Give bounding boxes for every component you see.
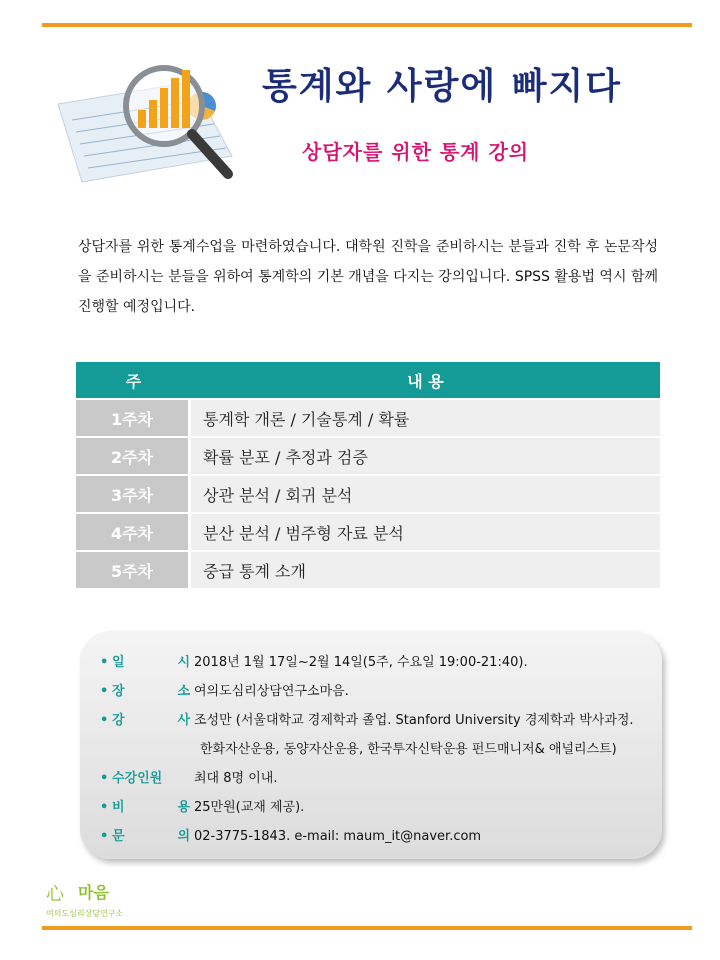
label-char: 의 bbox=[177, 829, 190, 844]
info-datetime bbox=[100, 648, 662, 677]
header-week: 주 bbox=[76, 362, 191, 398]
label-char: 용 bbox=[177, 800, 190, 815]
table-row bbox=[76, 438, 660, 474]
info-value: 02-3775-1843. e-mail: maum_it@naver.com bbox=[194, 829, 482, 844]
content-cell: 중급 통계 소개 bbox=[191, 552, 660, 588]
table-row bbox=[76, 476, 660, 512]
info-label: 수강인원 bbox=[112, 771, 163, 786]
info-capacity bbox=[100, 764, 662, 793]
label-char: 시 bbox=[177, 655, 190, 670]
week-cell: 3주차 bbox=[76, 476, 191, 512]
label-char: 강 bbox=[112, 713, 125, 728]
page-subtitle: 상담자를 위한 통계 강의 bbox=[302, 140, 530, 164]
bullet-icon: • bbox=[100, 713, 109, 728]
magnifier-chart-illustration bbox=[52, 44, 262, 204]
week-cell: 2주차 bbox=[76, 438, 191, 474]
label-char: 소 bbox=[177, 684, 190, 699]
info-contact bbox=[100, 822, 662, 851]
info-label bbox=[112, 677, 190, 706]
label-char: 장 bbox=[112, 684, 125, 699]
bullet-icon: • bbox=[100, 829, 109, 844]
table-row bbox=[76, 400, 660, 436]
info-lecturer bbox=[100, 706, 662, 764]
label-char: 일 bbox=[112, 655, 125, 670]
table-row bbox=[76, 552, 660, 588]
table-row bbox=[76, 514, 660, 550]
info-label bbox=[112, 822, 190, 851]
info-value: 여의도심리상담연구소마음. bbox=[194, 684, 349, 699]
bullet-icon: • bbox=[100, 800, 109, 815]
page-title: 통계와 사랑에 빠지다 bbox=[262, 66, 623, 107]
heart-mark-icon: 心 bbox=[46, 884, 64, 905]
info-label bbox=[112, 648, 190, 677]
info-box bbox=[80, 631, 662, 859]
label-char: 사 bbox=[177, 713, 190, 728]
schedule-table bbox=[76, 360, 660, 590]
info-label bbox=[112, 706, 190, 735]
content-cell: 분산 분석 / 범주형 자료 분석 bbox=[191, 514, 660, 550]
info-value: 조성만 (서울대학교 경제학과 졸업. Stanford University 경제학과 박사과정. bbox=[194, 713, 634, 728]
content-cell: 상관 분석 / 회귀 분석 bbox=[191, 476, 660, 512]
logo-subtitle: 여의도심리상담연구소 bbox=[46, 909, 124, 918]
logo-name: 마음 bbox=[78, 883, 109, 902]
label-char: 문 bbox=[112, 829, 125, 844]
bottom-rule bbox=[42, 926, 692, 930]
info-value: 2018년 1월 17일~2월 14일(5주, 수요일 19:00-21:40). bbox=[194, 655, 528, 670]
info-value-continued: 한화자산운용, 동양자산운용, 한국투자신탁운용 펀드매니저& 애널리스트) bbox=[200, 742, 617, 757]
content-cell: 확률 분포 / 추정과 검증 bbox=[191, 438, 660, 474]
label-char: 비 bbox=[112, 800, 125, 815]
week-cell: 4주차 bbox=[76, 514, 191, 550]
info-value: 최대 8명 이내. bbox=[194, 771, 278, 786]
info-value: 25만원(교재 제공). bbox=[194, 800, 305, 815]
top-rule bbox=[42, 23, 692, 27]
schedule-header-row bbox=[76, 362, 660, 398]
info-place bbox=[100, 677, 662, 706]
intro-paragraph: 상담자를 위한 통계수업을 마련하였습니다. 대학원 진학을 준비하시는 분들과 진학 후 논문작성을 준비하시는 분들을 위하여 통계학의 기본 개념을 다지는 강의입니다. SPSS 활용법 역시 함께 진행할 예정입니다. bbox=[78, 239, 658, 315]
maum-logo bbox=[46, 880, 146, 920]
header-content: 내 용 bbox=[191, 362, 660, 398]
content-cell: 통계학 개론 / 기술통계 / 확률 bbox=[191, 400, 660, 436]
bullet-icon: • bbox=[100, 771, 109, 786]
info-fee bbox=[100, 793, 662, 822]
bullet-icon: • bbox=[100, 684, 109, 699]
bullet-icon: • bbox=[100, 655, 109, 670]
info-label bbox=[112, 793, 190, 822]
week-cell: 5주차 bbox=[76, 552, 191, 588]
week-cell: 1주차 bbox=[76, 400, 191, 436]
